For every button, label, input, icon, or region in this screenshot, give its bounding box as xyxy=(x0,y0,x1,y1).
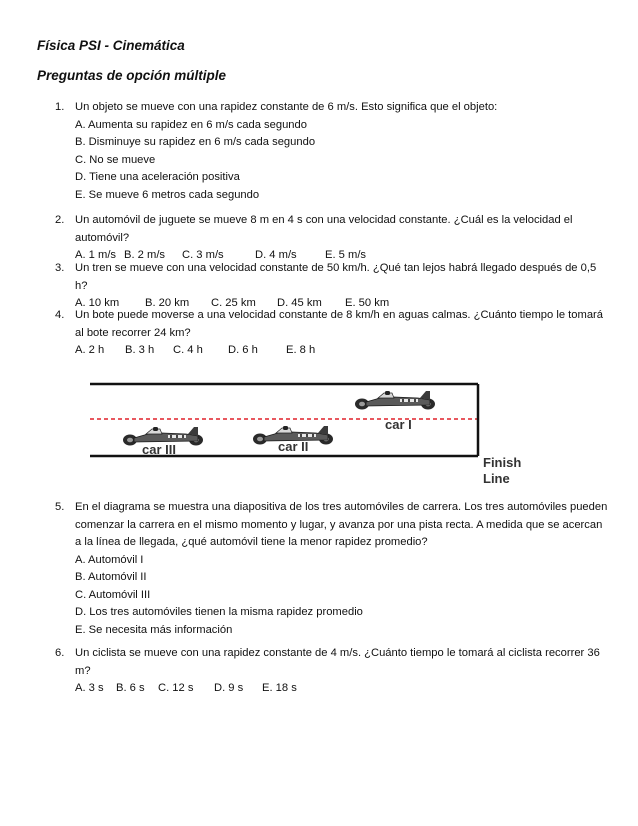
option: B. 6 s xyxy=(116,682,145,694)
option: B. Automóvil II xyxy=(75,571,147,583)
option: E. Se mueve 6 metros cada segundo xyxy=(75,188,260,201)
option: E. Se necesita más información xyxy=(75,623,233,636)
finish-label-line1: Finish xyxy=(483,455,522,470)
option: B. 3 h xyxy=(125,344,155,356)
option: D. Tiene una aceleración positiva xyxy=(75,171,240,183)
option: A. 2 h xyxy=(75,344,105,356)
car-3-label: car III xyxy=(142,442,176,457)
car-2-label: car II xyxy=(278,439,309,454)
question-3 xyxy=(55,260,608,313)
option: A. Automóvil I xyxy=(75,553,144,566)
question-text: Un objeto se mueve con una rapidez constante de 6 m/s. Esto significa que el objeto: xyxy=(75,101,498,113)
question-text: Un automóvil de juguete se mueve 8 m en 4 s con una velocidad constante. ¿Cuál es la velocidad el automóvil? xyxy=(75,214,573,244)
option: A. Aumenta su rapidez en 6 m/s cada segundo xyxy=(75,118,307,131)
document-title: Física PSI - Cinemática xyxy=(37,38,185,53)
question-2 xyxy=(55,212,608,265)
option: C. 12 s xyxy=(158,682,194,694)
option: E. 18 s xyxy=(262,682,297,694)
question-5 xyxy=(55,499,608,639)
option: E. 5 m/s xyxy=(325,249,367,261)
option: B. Disminuye su rapidez en 6 m/s cada segundo xyxy=(75,136,316,148)
option: A. 3 s xyxy=(75,682,104,694)
option: C. 25 km xyxy=(211,297,256,309)
question-number: 5. xyxy=(55,501,65,513)
option: A. 10 km xyxy=(75,297,120,309)
car-1-label: car I xyxy=(385,417,412,432)
question-text: Un tren se mueve con una velocidad constante de 50 km/h. ¿Qué tan lejos habrá llegado después de 0,5 h? xyxy=(75,262,597,292)
option: D. Los tres automóviles tienen la misma rapidez promedio xyxy=(75,606,363,618)
option: B. 2 m/s xyxy=(124,249,166,261)
question-number: 1. xyxy=(55,101,65,113)
option: C. 4 h xyxy=(173,344,203,356)
option: D. 9 s xyxy=(214,682,244,694)
finish-label-line2: Line xyxy=(483,471,510,486)
question-1 xyxy=(55,99,608,204)
option: E. 8 h xyxy=(286,344,316,356)
options-row xyxy=(75,342,608,360)
option: E. 50 km xyxy=(345,297,390,309)
section-subtitle: Preguntas de opción múltiple xyxy=(37,68,227,83)
option: D. 4 m/s xyxy=(255,249,297,261)
option: A. 1 m/s xyxy=(75,249,117,261)
options-row xyxy=(75,680,608,698)
option: B. 20 km xyxy=(145,297,190,309)
question-number: 6. xyxy=(55,647,65,659)
question-4 xyxy=(55,307,608,360)
question-number: 2. xyxy=(55,214,65,226)
option: C. No se mueve xyxy=(75,153,156,166)
car-1 xyxy=(355,391,435,410)
option: C. 3 m/s xyxy=(182,249,224,261)
question-6 xyxy=(55,645,608,698)
question-number: 4. xyxy=(55,309,65,321)
option: D. 45 km xyxy=(277,297,322,309)
question-number: 3. xyxy=(55,262,65,274)
question-text: Un ciclista se mueve con una rapidez constante de 4 m/s. ¿Cuánto tiempo le tomará al ciclista recorrer 36 m? xyxy=(75,647,600,677)
option: D. 6 h xyxy=(228,344,258,356)
race-diagram xyxy=(85,372,545,492)
question-text: Un bote puede moverse a una velocidad constante de 8 km/h en aguas calmas. ¿Cuánto tiempo le tomará al bote recorrer 24 km? xyxy=(75,309,603,339)
question-text: En el diagrama se muestra una diapositiva de los tres automóviles de carrera. Los tres automóviles pueden comenzar la carrera en el mismo momento y lugar, y avanza por una pista recta. A medida que se acercan a la línea de llegada, ¿qué automóvil tiene la menor rapidez promedio? xyxy=(75,501,608,548)
option: C. Automóvil III xyxy=(75,588,151,601)
